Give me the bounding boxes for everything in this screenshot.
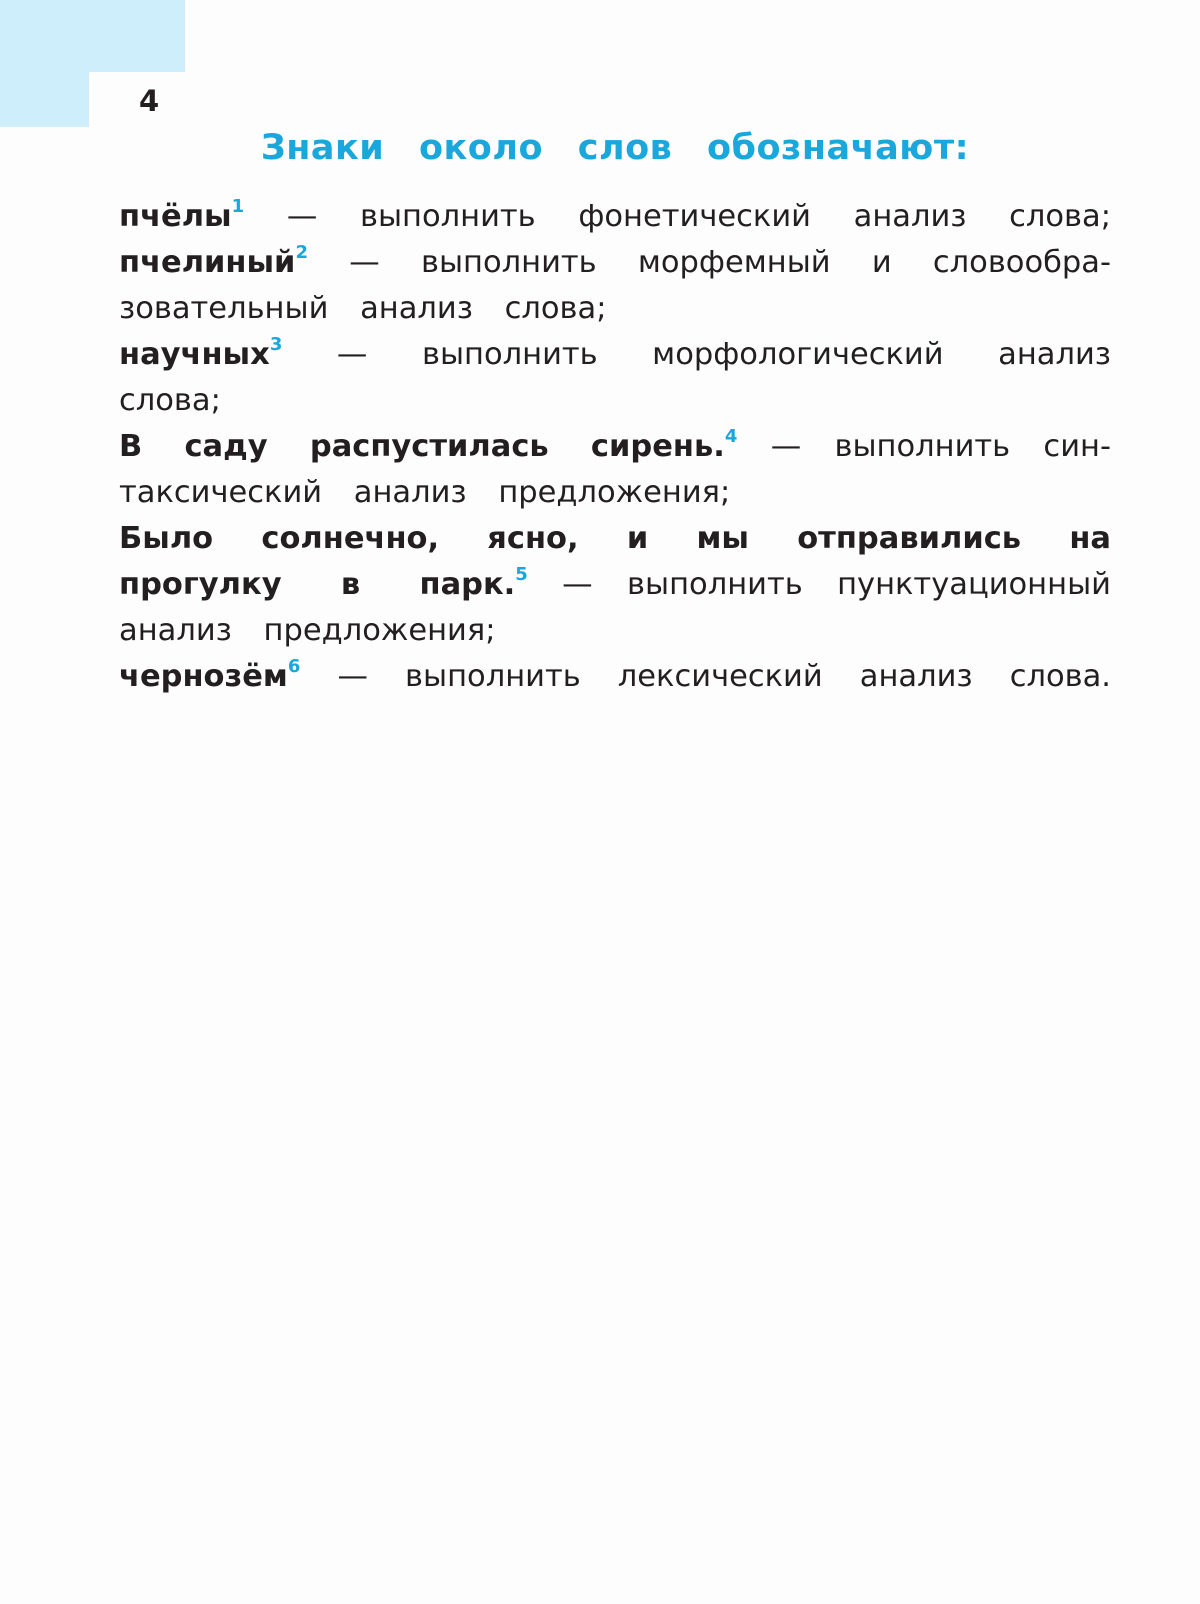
legend-item-punctuation-cont2: [119, 608, 1111, 654]
legend-item-morphological-cont: [119, 378, 1111, 424]
dash: —: [562, 567, 593, 602]
legend-item-lexical: [119, 654, 1111, 700]
corner-decoration: [0, 0, 185, 72]
dash: —: [770, 429, 802, 464]
instruction-text: таксический анализ предложения;: [119, 475, 731, 510]
legend-list: [119, 194, 1111, 700]
dash: —: [336, 337, 368, 372]
instruction-text: выполнить морфологический анализ: [421, 337, 1111, 372]
page-number: 4: [139, 84, 160, 118]
legend-item-morphemic-cont: [119, 286, 1111, 332]
instruction-text: слова;: [119, 383, 221, 418]
legend-item-morphemic: [119, 240, 1111, 286]
footnote-mark: 2: [295, 242, 308, 263]
instruction-text: выполнить лексический анализ слова.: [405, 659, 1111, 694]
footnote-mark: 5: [515, 564, 528, 585]
instruction-text: выполнить фонетический анализ слова;: [360, 199, 1112, 234]
instruction-text: выполнить пунктуационный: [627, 567, 1111, 602]
legend-item-phonetic: [119, 194, 1111, 240]
legend-item-syntactic-cont: [119, 470, 1111, 516]
example-word: научных: [119, 337, 270, 372]
example-sentence-end: прогулку в парк.: [119, 567, 516, 602]
page-title: Знаки около слов обозначают:: [260, 128, 970, 168]
instruction-text: зовательный анализ слова;: [119, 291, 607, 326]
dash: —: [337, 659, 368, 694]
legend-item-punctuation-cont: [119, 562, 1111, 608]
dash: —: [286, 199, 318, 234]
example-sentence: В саду распустилась сирень.: [119, 429, 725, 464]
legend-item-syntactic: [119, 424, 1111, 470]
example-word: чернозём: [119, 659, 288, 694]
dash: —: [349, 245, 380, 280]
footnote-mark: 4: [724, 426, 738, 447]
example-word: пчёлы: [119, 199, 232, 234]
corner-decoration-tab: [0, 72, 89, 127]
legend-item-morphological: [119, 332, 1111, 378]
footnote-mark: 1: [231, 196, 245, 217]
instruction-text: выполнить син-: [834, 429, 1111, 464]
footnote-mark: 3: [269, 334, 283, 355]
footnote-mark: 6: [287, 656, 301, 677]
instruction-text: выполнить морфемный и словообра-: [420, 245, 1111, 280]
example-sentence: Было солнечно, ясно, и мы отправились на: [119, 521, 1111, 556]
legend-item-punctuation: [119, 516, 1111, 562]
instruction-text: анализ предложения;: [119, 613, 496, 648]
example-word: пчелиный: [119, 245, 296, 280]
